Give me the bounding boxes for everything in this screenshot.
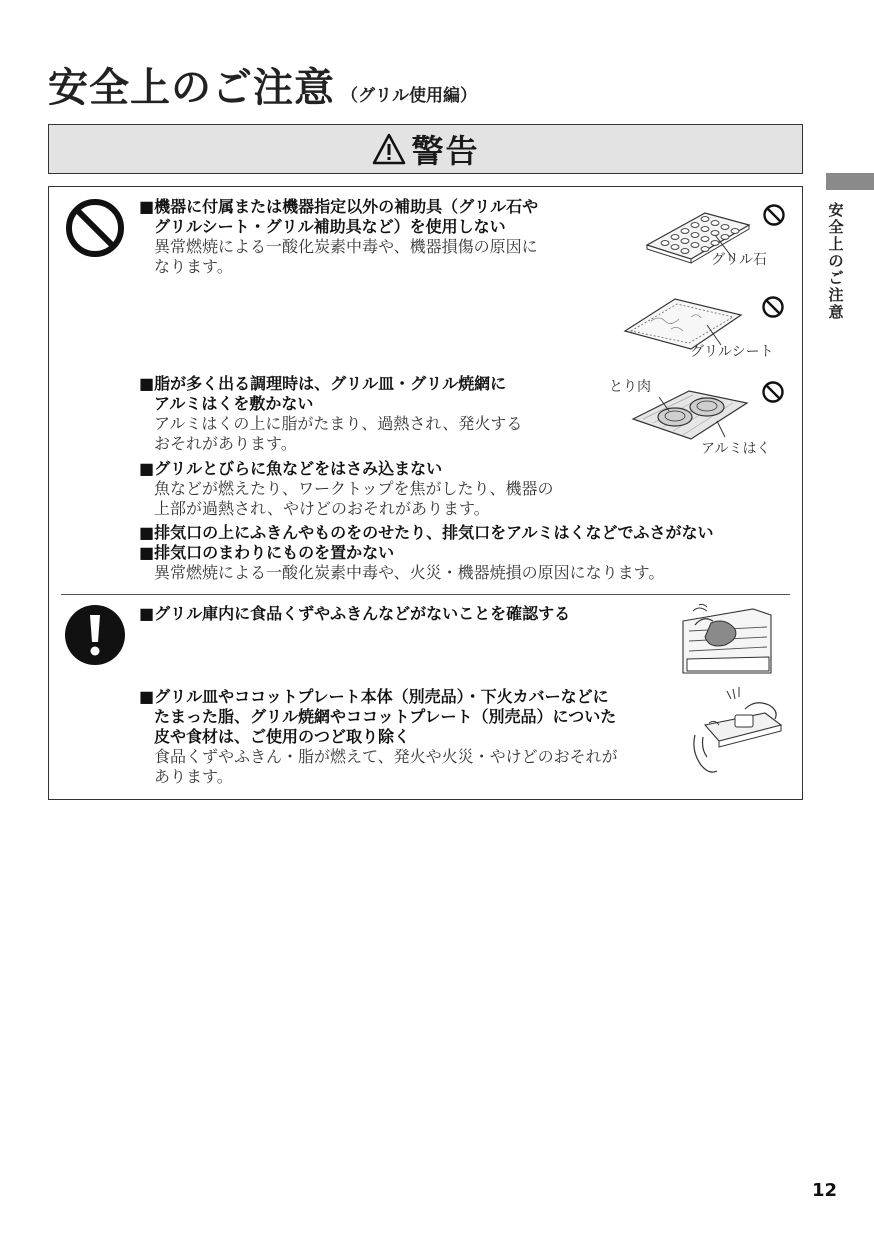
- small-prohibition-icon: [761, 380, 785, 404]
- grill-interior-cleaning-illustration: [681, 601, 773, 679]
- heading-line: 皮や食材は、ご使用のつど取り除く: [154, 727, 411, 746]
- heading-line: ■グリル皿やココットプレート本体（別売品）・下火カバーなどに: [139, 687, 609, 706]
- exclamation-icon: [64, 604, 126, 666]
- item-body: [139, 747, 618, 787]
- page-number: 12: [812, 1180, 838, 1201]
- item-body: [139, 414, 522, 454]
- mandatory-item-check-interior: [139, 604, 570, 624]
- heading-line: ■グリルとびらに魚などをはさみ込まない: [139, 459, 443, 478]
- section-divider: [61, 594, 790, 595]
- page-title: [48, 56, 477, 113]
- heading-line: ■排気口のまわりにものを置かない: [139, 543, 395, 562]
- warning-box: [48, 186, 803, 800]
- body-line: 魚などが燃えたり、ワークトップを焦がしたり、機器の: [154, 479, 554, 498]
- body-line: おそれがあります。: [154, 434, 297, 453]
- page-title-main: 安全上のご注意: [48, 65, 335, 111]
- small-prohibition-icon: [762, 203, 786, 227]
- mandatory-item-remove-grease: [139, 687, 618, 787]
- page-title-sub: （グリル使用編）: [341, 86, 477, 106]
- grill-sheet-label: グリルシート: [690, 344, 774, 360]
- prohibit-item-aux-tools: [139, 197, 538, 277]
- prohibit-item-exhaust: [139, 523, 713, 583]
- item-heading: [139, 197, 538, 237]
- small-prohibition-icon: [761, 295, 785, 319]
- item-heading: [139, 604, 570, 624]
- heading-line: アルミはくを敷かない: [154, 394, 314, 413]
- body-line: アルミはくの上に脂がたまり、過熱され、発火する: [154, 414, 523, 433]
- prohibition-icon: [64, 197, 126, 259]
- heading-line: グリルシート・グリル補助具など）を使用しない: [154, 217, 506, 236]
- item-heading: [139, 459, 554, 479]
- warning-banner: [48, 124, 803, 174]
- chicken-label: とり肉: [609, 379, 651, 395]
- side-tab-bar: [826, 173, 874, 190]
- heading-line: ■排気口の上にふきんやものをのせたり、排気口をアルミはくなどでふさがない: [139, 523, 714, 542]
- item-body: [139, 237, 538, 277]
- body-line: 異常燃焼による一酸化炭素中毒や、機器損傷の原因に: [154, 237, 538, 256]
- body-line: 食品くずやふきん・脂が燃えて、発火や火災・やけどのおそれが: [154, 747, 618, 766]
- remove-grease-illustration: [685, 685, 785, 785]
- heading-line: ■脂が多く出る調理時は、グリル皿・グリル焼網に: [139, 374, 507, 393]
- prohibit-item-door: [139, 459, 554, 519]
- item-heading: [139, 687, 618, 747]
- warning-triangle-icon: [371, 132, 407, 166]
- body-line: 上部が過熱され、やけどのおそれがあります。: [154, 499, 490, 518]
- item-body: [139, 479, 554, 519]
- grill-stone-label: グリル石: [711, 252, 767, 268]
- item-body: [139, 563, 713, 583]
- body-line: なります。: [154, 257, 233, 276]
- warning-label: 警告: [411, 132, 480, 170]
- heading-line: ■機器に付属または機器指定以外の補助具（グリル石や: [139, 197, 539, 216]
- side-tab-label: 安全上のご注意: [828, 201, 844, 321]
- item-heading: [139, 374, 522, 414]
- item-heading: [139, 523, 713, 563]
- prohibit-item-foil: [139, 374, 522, 454]
- body-line: 異常燃焼による一酸化炭素中毒や、火災・機器焼損の原因になります。: [154, 563, 665, 582]
- foil-label: アルミはく: [701, 441, 771, 457]
- body-line: あります。: [154, 767, 233, 786]
- heading-line: ■グリル庫内に食品くずやふきんなどがないことを確認する: [139, 604, 571, 623]
- heading-line: たまった脂、グリル焼網やココットプレート（別売品）についた: [154, 707, 617, 726]
